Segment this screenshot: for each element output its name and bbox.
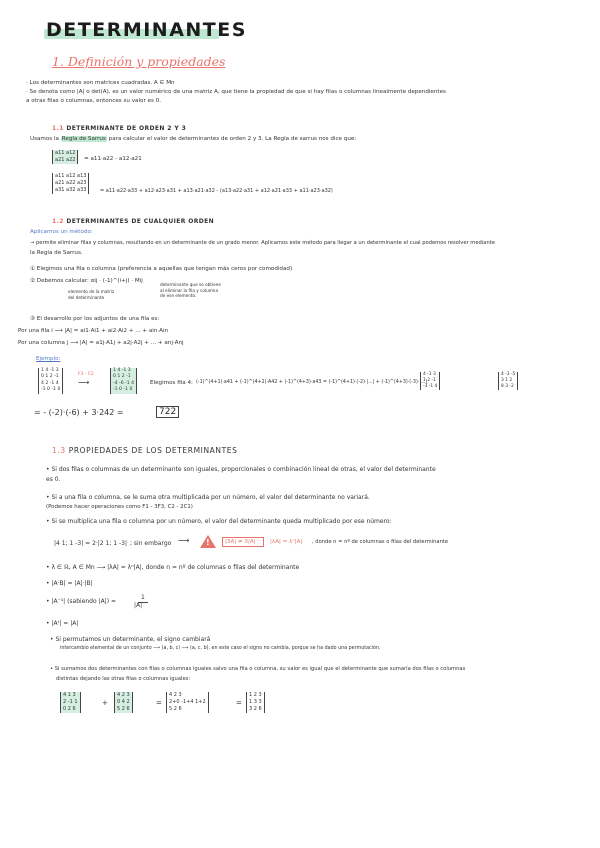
sum-matrix-1 [60,692,81,713]
matrix-row: 4 2 3 [169,692,182,698]
sarrus-rule-highlight: Regla de Sarrus [61,136,106,142]
matrix-row: 0 4 2 [117,699,130,705]
section-heading: 1. Definición y propiedades [52,54,226,69]
matrix-row: 3 1 2 [501,378,513,384]
matrix-row: a21 a22 a23 [55,180,87,186]
property-6-num: 1 [138,594,148,603]
matrix-row: 4 -1 3 [423,372,436,377]
arrow-icon: ⟶ [178,536,190,545]
matrix-row: 5 2 6 [117,706,130,712]
sum-matrix-3 [166,692,209,713]
subsection-number: 1.3 [52,446,66,455]
matrix-row: 4 2 3 [117,692,130,698]
subsection-heading [52,218,214,225]
order3-matrix [52,173,89,194]
equals-sign: = [156,699,162,707]
matrix-row: -1 0 -1 0 [113,387,133,393]
order2-matrix [52,150,78,164]
matrix-row: 1 2 -1 [423,378,436,384]
matrix-row: 4 2 -1 4 [41,380,59,386]
subsection-title: PROPIEDADES DE LOS DETERMINANTES [68,446,238,455]
matrix-row: -1 0 -1 0 [41,387,61,393]
property-1: • Si dos filas o columnas de un determinante son iguales, proporcionales o combinación lineal de otras, el valor del determinante [46,466,436,473]
property-3-warn2: |λA| = λⁿ|A| [270,539,303,545]
matrix-row: 3 2 6 [249,706,262,712]
element-annotation: elemento de la matriz del determinante [68,289,115,300]
subsection-number: 1.2 [52,218,64,225]
page-title: DETERMINANTES [46,19,247,41]
method-line: la Regla de Sarrus. [30,250,83,256]
matrix-row: -4 -6 -1 4 [113,380,135,386]
property-1b: es 0. [46,476,61,483]
sum-matrix-2 [114,692,133,713]
step-two: ② Debemos calcular: αij · (-1)^(i+j) · Mij [30,278,143,284]
matrix-row: 5 2 6 [169,706,182,712]
arrow-icon: ⟶ [78,378,90,387]
example-choose: Elegimos fila 4: [150,380,193,386]
property-3-embargo: ; sin embargo [130,540,172,547]
order3-formula: = a11·a22·a33 + a12·a23·a31 + a13·a21·a32 - (a13·a22·a31 + a12·a21·a33 + a11·a23·a32) [100,188,333,194]
dev-row: Por una fila i ⟶ |A| = ai1·Ai1 + ai2·Ai2 + ... + ain·Ain [18,328,169,334]
property-4: • λ ∈ ℝ, A ∈ Mn ⟶ |λA| = λⁿ|A|, donde n = nº de columnas o filas del determinante [46,564,300,571]
sum-matrix-4 [246,692,265,713]
matrix-row: a11 a12 [55,150,76,156]
subsection-heading [52,446,237,455]
subsection-heading [52,125,186,132]
step-one: ① Elegimos una fila o columna (preferencia a aquellas que tengan más ceros por comodidad) [30,266,293,272]
subsection-number: 1.1 [52,125,64,132]
property-9b: distintas dejando las otras filas o columnas iguales: [56,676,191,682]
dev-row-formula: |A| = ai1·Ai1 + ai2·Ai2 + ... + ain·Ain [64,328,169,334]
definition-line: · Se denota como |A| o det(A), es un valor numérico de una matriz A, que tiene la propiedad de que si hay filas o columnas linealmente dependientes [26,89,446,95]
matrix-row: 1 4 -1 3 [41,368,59,373]
matrix-row: 0 1 2 -1 [41,374,59,380]
example-result-line: = - (-2)·(-6) + 3·242 = [34,408,124,417]
property-7: • |Aᵗ| = |A| [46,620,79,627]
subsection-title: DETERMINANTE DE ORDEN 2 Y 3 [66,125,187,132]
matrix-row: a11 a12 a13 [55,173,87,179]
definition-line: · Los determinantes son matrices cuadradas. A ∈ Mn [26,80,175,86]
matrix-row: 8 3 -2 [501,384,514,390]
method-line: Aplicamos un método: [30,229,93,235]
dev-col: Por una columna j ⟶ |A| = a1j·A1j + a2j·A2j + ... + anj·Anj [18,340,184,346]
sarrus-text-after: para calcular el valor de determinantes de orden 2 y 3. La Regla de sarrus nos dice que: [108,136,357,142]
example-result: 722 [156,406,179,418]
example-expansion: (-1)^(4+1)·a41 + (-1)^(4+2)·A42 + (-1)^(4+3)·a43 = (-1)^(4+1)·(-2)·|...| + (-1)^(4+3)·(-3)·|...| [196,380,428,385]
example-minor-1 [420,372,440,390]
matrix-row: 2+0 -1+4 1+2 [169,699,206,705]
matrix-row: 0 1 2 -1 [113,374,131,380]
matrix-row: 1 3 3 [249,699,262,705]
warning-exclamation: ! [206,538,210,547]
property-3: • Si se multiplica una fila o columna por un número, el valor del determinante queda multiplicado por ese número: [46,518,392,525]
example-matrix-b [110,368,137,394]
method-line: → permite eliminar filas y columnas, resultando en un determinante de un grado menor. Aplicamos este método para llegar a un determinante el cual podemos resolver mediante [30,240,495,246]
matrix-row: 2 -1 1 [63,699,78,705]
sarrus-text-before: Usamos la [30,136,59,142]
matrix-row: 4 1 3 [63,692,76,698]
matrix-row: 0 2 6 [63,706,76,712]
matrix-row: 1 2 3 [249,692,262,698]
property-3-note: , donde n = nº de columnas o filas del determinante [312,539,449,545]
sarrus-intro [30,136,356,144]
property-8b: intercambio elemental de un conjunto ⟶ (a, b, c) ⟶ (a, c, b), en este caso el signo no cambia, porque se ha dado una permutación. [60,646,381,651]
subsection-title: DETERMINANTES DE CUALQUIER ORDEN [66,218,215,225]
equals-sign: = [236,699,242,707]
example-minor-3 [498,372,518,390]
property-8: • Si permutamos un determinante, el signo cambiará [50,636,211,643]
dev-col-label: Por una columna j [18,340,69,346]
dev-row-label: Por una fila i [18,328,53,334]
matrix-row: -3 -1 4 [423,384,438,390]
property-2b: (Podemos hacer operaciones como F1 - 3F3, C2 - 2C1) [46,504,193,510]
plus-sign: + [102,699,108,707]
definition-line: a otras filas o columnas, entonces su valor es 0. [26,98,161,104]
property-6-den: |A| [134,602,143,609]
example-matrix-a [38,368,63,394]
example-label: Ejemplo: [36,356,61,362]
step-three: ③ El desarrollo por los adjuntos de una fila es: [30,316,160,322]
property-3-example: |4 1; 1 -3| = 2·|2 1; 1 -3| [54,540,128,547]
matrix-row: 4 -3 -5 [501,372,516,377]
property-6: • |A⁻¹| (sabiendo |A|) = [46,598,116,605]
minor-annotation: determinante que se obtiene al eliminar la fila y columna de ese elemento. [160,282,221,299]
property-5: • |A·B| = |A|·|B| [46,580,93,587]
property-2: • Si a una fila o columna, se le suma otra multiplicada por un número, el valor del determinante no variará. [46,494,370,501]
property-9: • Si sumamos dos determinantes con filas o columnas iguales salvo una fila o columna, su valor es igual que el determinante que sumaría dos filas o columnas [50,666,466,672]
example-operation: F3 - F2 [78,372,94,377]
property-3-warn1: |3A| ≠ 3|A| [225,539,256,545]
matrix-row: a21 a22 [55,157,76,163]
matrix-row: a31 a32 a33 [55,187,87,193]
dev-col-formula: |A| = a1j·A1j + a2j·A2j + ... + anj·Anj [79,340,184,346]
matrix-row: 1 4 -1 3 [113,368,131,373]
order2-formula: = a11·a22 - a12·a21 [84,156,142,162]
